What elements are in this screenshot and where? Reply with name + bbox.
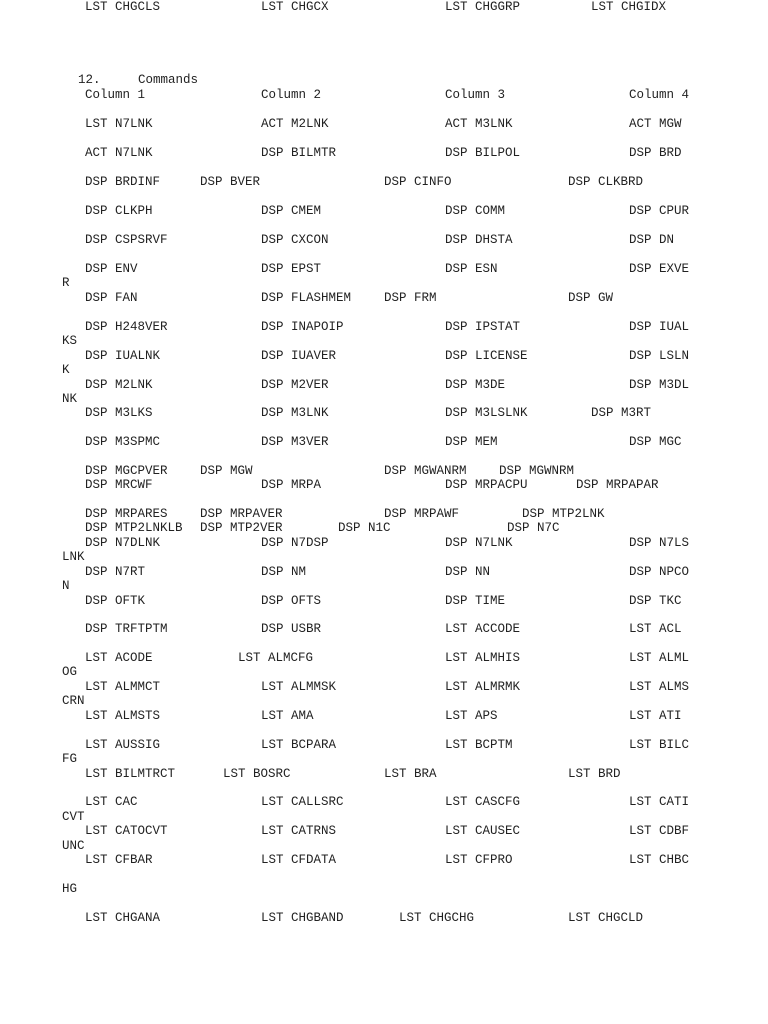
section-number: 12. <box>78 73 101 87</box>
command-cell: DSP M3SPMC <box>85 435 161 449</box>
command-cell: DSP MTP2LNK <box>522 507 605 521</box>
command-cell: LST CATRNS <box>261 824 337 838</box>
command-cell: DSP MGWNRM <box>499 464 575 478</box>
command-cell: DSP M3DL <box>629 378 690 392</box>
command-cell: LST CFPRO <box>445 853 513 867</box>
command-cell: LST AMA <box>261 709 314 723</box>
command-cell: LST ALML <box>629 651 690 665</box>
command-cell: LST CASCFG <box>445 795 521 809</box>
wrapped-text-fragment: K <box>62 363 70 377</box>
command-cell: DSP MRPARES <box>85 507 168 521</box>
command-cell: LST CDBF <box>629 824 690 838</box>
command-cell: DSP TKC <box>629 594 682 608</box>
command-cell: DSP USBR <box>261 622 322 636</box>
command-cell: LST CHGCX <box>261 0 329 14</box>
command-cell: DSP MRPAWF <box>384 507 460 521</box>
command-cell: DSP ESN <box>445 262 498 276</box>
command-cell: LST BOSRC <box>223 767 291 781</box>
command-cell: DSP FAN <box>85 291 138 305</box>
wrapped-text-fragment: NK <box>62 392 78 406</box>
command-cell: LST CFDATA <box>261 853 337 867</box>
wrapped-text-fragment: CRN <box>62 694 85 708</box>
command-cell: LST CAUSEC <box>445 824 521 838</box>
command-cell: DSP IUAL <box>629 320 690 334</box>
command-cell: DSP MGW <box>200 464 253 478</box>
command-cell: LST CHBC <box>629 853 690 867</box>
command-cell: DSP M3RT <box>591 406 652 420</box>
command-cell: LST CFBAR <box>85 853 153 867</box>
command-cell: LST BCPTM <box>445 738 513 752</box>
command-cell: LST ACCODE <box>445 622 521 636</box>
command-cell: DSP N7DSP <box>261 536 329 550</box>
column-header-4: Column 4 <box>629 88 690 102</box>
column-header-2: Column 2 <box>261 88 322 102</box>
command-cell: DSP MRPACPU <box>445 478 528 492</box>
command-cell: ACT MGW <box>629 117 682 131</box>
command-cell: LST CAC <box>85 795 138 809</box>
command-cell: DSP OFTS <box>261 594 322 608</box>
command-cell: DSP OFTK <box>85 594 146 608</box>
command-cell: LST CHGCHG <box>399 911 475 925</box>
command-cell: LST CALLSRC <box>261 795 344 809</box>
command-cell: LST ATI <box>629 709 682 723</box>
command-cell: LST CHGIDX <box>591 0 667 14</box>
command-cell: DSP IUAVER <box>261 349 337 363</box>
command-cell: DSP INAPOIP <box>261 320 344 334</box>
command-cell: DSP M2VER <box>261 378 329 392</box>
command-cell: DSP ENV <box>85 262 138 276</box>
command-cell: LST ACL <box>629 622 682 636</box>
command-cell: DSP MRPAPAR <box>576 478 659 492</box>
command-cell: LST ALMHIS <box>445 651 521 665</box>
command-cell: LST BILC <box>629 738 690 752</box>
wrapped-text-fragment: UNC <box>62 839 85 853</box>
command-cell: DSP M3DE <box>445 378 506 392</box>
command-cell: LST CHGANA <box>85 911 161 925</box>
command-cell: DSP N7C <box>507 521 560 535</box>
command-cell: DSP CPUR <box>629 204 690 218</box>
command-cell: LST CHGCLD <box>568 911 644 925</box>
command-cell: DSP BRD <box>629 146 682 160</box>
wrapped-text-fragment: KS <box>62 334 78 348</box>
command-cell: DSP GW <box>568 291 614 305</box>
wrapped-text-fragment: HG <box>62 882 78 896</box>
command-cell: DSP LICENSE <box>445 349 528 363</box>
command-cell: DSP FRM <box>384 291 437 305</box>
command-cell: LST ALMCFG <box>238 651 314 665</box>
wrapped-text-fragment: CVT <box>62 810 85 824</box>
command-cell: DSP H248VER <box>85 320 168 334</box>
command-cell: LST N7LNK <box>85 117 153 131</box>
command-cell: DSP MGC <box>629 435 682 449</box>
command-cell: DSP CXCON <box>261 233 329 247</box>
command-cell: LST BCPARA <box>261 738 337 752</box>
command-cell: DSP M3LSLNK <box>445 406 528 420</box>
command-cell: DSP CLKBRD <box>568 175 644 189</box>
command-cell: DSP IPSTAT <box>445 320 521 334</box>
command-cell: DSP MRPAVER <box>200 507 283 521</box>
command-cell: LST CHGGRP <box>445 0 521 14</box>
command-cell: LST AUSSIG <box>85 738 161 752</box>
column-header-3: Column 3 <box>445 88 506 102</box>
command-cell: ACT N7LNK <box>85 146 153 160</box>
command-cell: DSP M2LNK <box>85 378 153 392</box>
command-cell: DSP EPST <box>261 262 322 276</box>
command-cell: DSP CINFO <box>384 175 452 189</box>
command-cell: LST ALMS <box>629 680 690 694</box>
command-cell: LST ALMSTS <box>85 709 161 723</box>
command-cell: LST BRD <box>568 767 621 781</box>
wrapped-text-fragment: R <box>62 276 70 290</box>
command-cell: DSP DN <box>629 233 675 247</box>
command-cell: DSP BVER <box>200 175 261 189</box>
command-cell: DSP BILMTR <box>261 146 337 160</box>
command-cell: DSP FLASHMEM <box>261 291 352 305</box>
command-cell: DSP M3LNK <box>261 406 329 420</box>
command-cell: DSP N7LS <box>629 536 690 550</box>
command-cell: DSP LSLN <box>629 349 690 363</box>
command-cell: DSP N7LNK <box>445 536 513 550</box>
command-cell: DSP MGWANRM <box>384 464 467 478</box>
command-cell: DSP N7DLNK <box>85 536 161 550</box>
command-cell: DSP CMEM <box>261 204 322 218</box>
column-header-1: Column 1 <box>85 88 146 102</box>
command-cell: DSP M3LKS <box>85 406 153 420</box>
command-cell: LST ALMMSK <box>261 680 337 694</box>
command-cell: LST CHGCLS <box>85 0 161 14</box>
command-cell: DSP TRFTPTM <box>85 622 168 636</box>
command-cell: DSP MRPA <box>261 478 322 492</box>
command-cell: DSP MEM <box>445 435 498 449</box>
command-cell: DSP NPCO <box>629 565 690 579</box>
command-cell: LST CHGBAND <box>261 911 344 925</box>
command-cell: LST ACODE <box>85 651 153 665</box>
command-cell: LST BRA <box>384 767 437 781</box>
command-cell: LST CATOCVT <box>85 824 168 838</box>
section-title: Commands <box>138 73 199 87</box>
command-cell: DSP N1C <box>338 521 391 535</box>
command-cell: DSP MTP2LNKLB <box>85 521 183 535</box>
command-cell: LST ALMRMK <box>445 680 521 694</box>
command-cell: ACT M2LNK <box>261 117 329 131</box>
command-cell: DSP EXVE <box>629 262 690 276</box>
wrapped-text-fragment: LNK <box>62 550 85 564</box>
command-cell: LST CATI <box>629 795 690 809</box>
wrapped-text-fragment: N <box>62 579 70 593</box>
command-cell: DSP CSPSRVF <box>85 233 168 247</box>
command-cell: DSP CLKPH <box>85 204 153 218</box>
command-cell: DSP IUALNK <box>85 349 161 363</box>
command-cell: DSP MRCWF <box>85 478 153 492</box>
command-cell: DSP DHSTA <box>445 233 513 247</box>
wrapped-text-fragment: OG <box>62 665 78 679</box>
command-cell: DSP M3VER <box>261 435 329 449</box>
command-cell: DSP COMM <box>445 204 506 218</box>
command-cell: LST ALMMCT <box>85 680 161 694</box>
command-cell: ACT M3LNK <box>445 117 513 131</box>
command-cell: DSP N7RT <box>85 565 146 579</box>
command-cell: DSP NN <box>445 565 491 579</box>
command-cell: DSP BILPOL <box>445 146 521 160</box>
command-cell: DSP NM <box>261 565 307 579</box>
command-cell: LST APS <box>445 709 498 723</box>
wrapped-text-fragment: FG <box>62 752 78 766</box>
command-cell: DSP TIME <box>445 594 506 608</box>
command-cell: DSP BRDINF <box>85 175 161 189</box>
command-cell: DSP MGCPVER <box>85 464 168 478</box>
command-cell: DSP MTP2VER <box>200 521 283 535</box>
command-cell: LST BILMTRCT <box>85 767 176 781</box>
